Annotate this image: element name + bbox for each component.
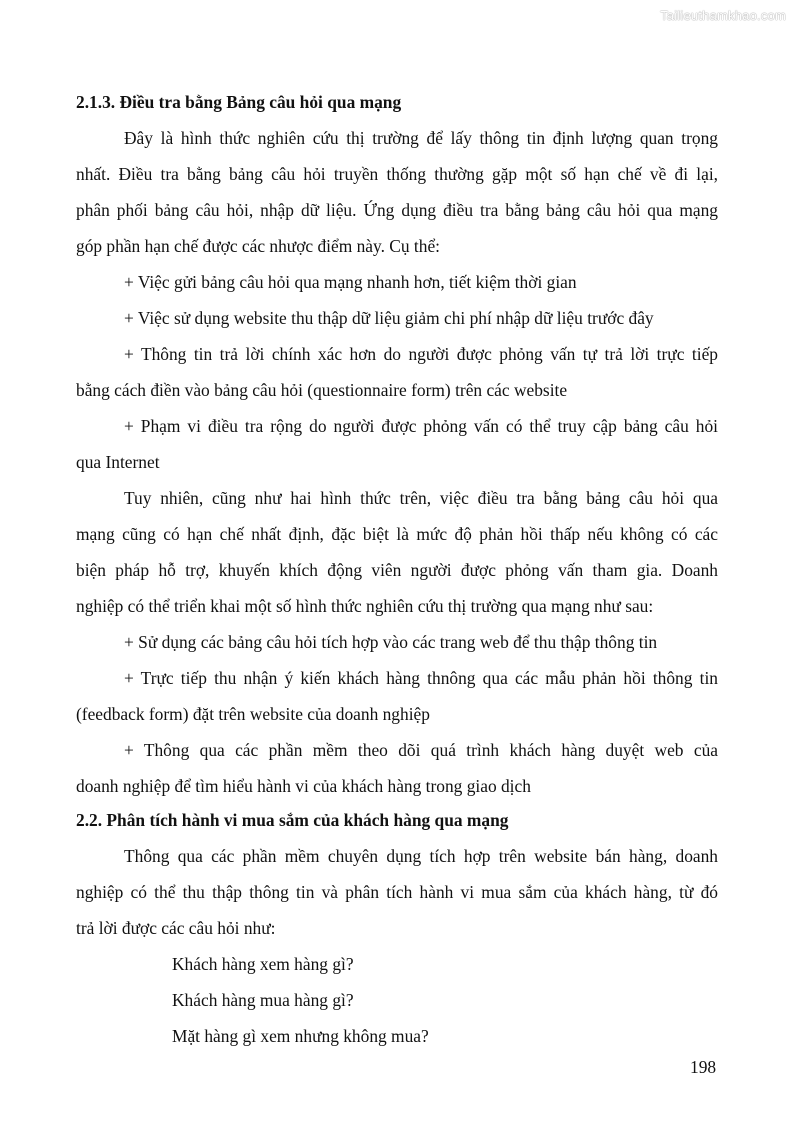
bullet-item-continuation: bằng cách điền vào bảng câu hỏi (questionnaire form) trên các website (76, 380, 568, 400)
text-line: Tuy nhiên, cũng như hai hình thức trên, việc điều tra bằng bảng câu hỏi qua (124, 488, 718, 508)
question-item: Khách hàng mua hàng gì? (172, 990, 354, 1010)
bullet-item-continuation: qua Internet (76, 452, 160, 472)
bullet-item: + Việc gửi bảng câu hỏi qua mạng nhanh hơn, tiết kiệm thời gian (124, 272, 577, 292)
text-line: nghiệp có thể thu thập thông tin và phân tích hành vi mua sắm của khách hàng, từ đó (76, 882, 718, 902)
bullet-item: + Thông qua các phần mềm theo dõi quá trình khách hàng duyệt web của (124, 740, 718, 760)
section-heading-2-2: 2.2. Phân tích hành vi mua sắm của khách hàng qua mạng (76, 810, 509, 830)
bullet-list-methods (76, 624, 718, 804)
text-line: mạng cũng có hạn chế nhất định, đặc biệt là mức độ phản hồi thấp nếu không có các (76, 524, 718, 544)
bullet-item-continuation: (feedback form) đặt trên website của doanh nghiệp (76, 704, 430, 724)
question-item: Khách hàng xem hàng gì? (172, 954, 354, 974)
text-line: trả lời được các câu hỏi như: (76, 918, 276, 938)
bullet-item: + Sử dụng các bảng câu hỏi tích hợp vào các trang web để thu thập thông tin (124, 632, 658, 652)
question-list (76, 946, 718, 1054)
page-number: 198 (690, 1057, 717, 1077)
paragraph-behavior (76, 838, 718, 946)
section-heading-2-1-3: 2.1.3. Điều tra bằng Bảng câu hỏi qua mạng (76, 92, 402, 112)
question-item: Mặt hàng gì xem nhưng không mua? (172, 1026, 429, 1046)
paragraph-limitations (76, 480, 718, 624)
bullet-item-continuation: doanh nghiệp để tìm hiểu hành vi của khách hàng trong giao dịch (76, 776, 531, 796)
text-line: Đây là hình thức nghiên cứu thị trường để lấy thông tin định lượng quan trọng (124, 128, 718, 148)
text-line: nhất. Điều tra bằng bảng câu hỏi truyền thống thường gặp một số hạn chế về đi lại, (76, 164, 718, 184)
watermark: Tailieuthamkhao.com (660, 8, 786, 23)
bullet-item: + Phạm vi điều tra rộng do người được phỏng vấn có thể truy cập bảng câu hỏi (124, 416, 718, 436)
text-line: góp phần hạn chế được các nhược điểm này. Cụ thể: (76, 236, 441, 256)
bullet-list-benefits (76, 264, 718, 480)
bullet-item: + Thông tin trả lời chính xác hơn do người được phỏng vấn tự trả lời trực tiếp (124, 344, 718, 364)
bullet-item: + Việc sử dụng website thu thập dữ liệu giảm chi phí nhập dữ liệu trước đây (124, 308, 654, 328)
text-line: Thông qua các phần mềm chuyên dụng tích hợp trên website bán hàng, doanh (124, 846, 718, 866)
text-line: biện pháp hỗ trợ, khuyến khích động viên người được phỏng vấn tham gia. Doanh (76, 560, 718, 580)
paragraph-intro (76, 120, 718, 264)
text-line: phân phối bảng câu hỏi, nhập dữ liệu. Ứng dụng điều tra bằng bảng câu hỏi qua mạng (76, 200, 718, 220)
document-page (76, 84, 718, 1054)
bullet-item: + Trực tiếp thu nhận ý kiến khách hàng thnông qua các mẫu phản hồi thông tin (124, 668, 718, 688)
text-line: nghiệp có thể triển khai một số hình thức nghiên cứu thị trường qua mạng như sau: (76, 596, 654, 616)
